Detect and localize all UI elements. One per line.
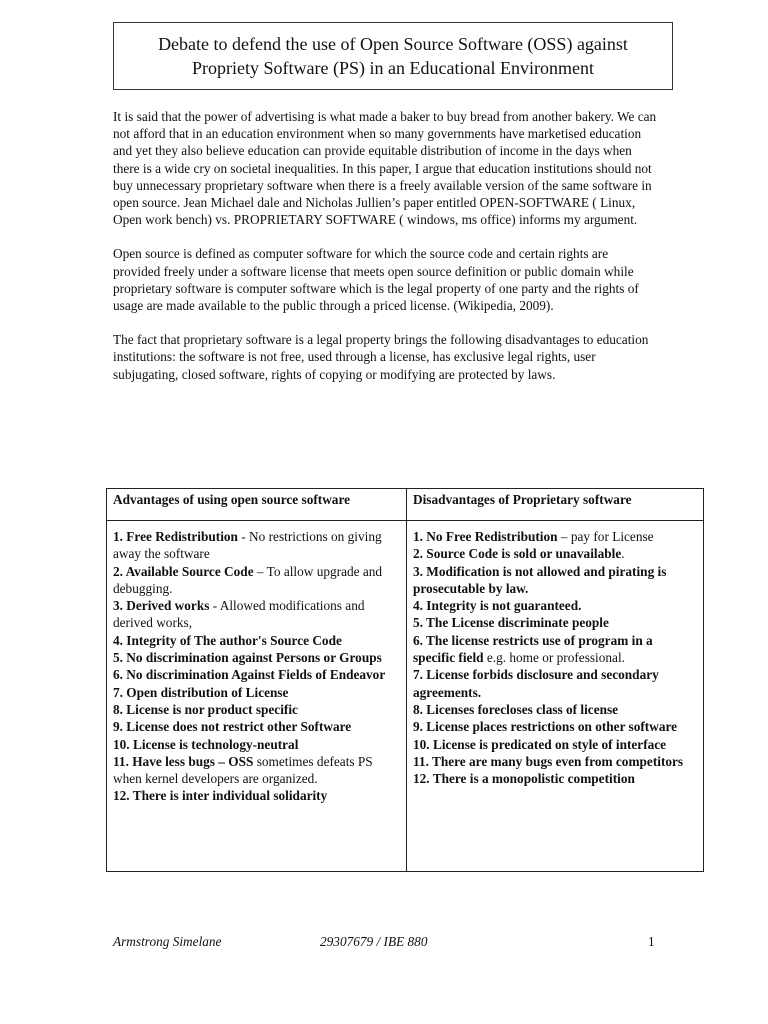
title-box xyxy=(113,22,673,90)
list-item: 10. License is predicated on style of interface xyxy=(413,736,667,752)
list-item: 6. No discrimination Against Fields of Endeavor xyxy=(113,667,386,683)
list-item: 8. License is nor product specific xyxy=(113,701,298,717)
list-item: 11. Have less bugs – OSS sometimes defeats PS when kernel developers are organized. xyxy=(113,753,373,787)
comparison-table xyxy=(106,488,704,872)
list-item: 11. There are many bugs even from competitors xyxy=(413,753,684,769)
list-item: 3. Derived works - Allowed modifications and derived works, xyxy=(113,598,365,631)
list-item: 12. There is inter individual solidarity xyxy=(113,788,328,804)
list-item: 8. Licenses forecloses class of license xyxy=(413,701,619,717)
paragraph: The fact that proprietary software is a legal property brings the following disadvantages to education institutions: the software is not free, used through a license, has exclusive legal rights, user subjugating, closed software, rights of copying or modifying are protected by laws. xyxy=(113,332,649,382)
body-text xyxy=(113,108,658,400)
list-item: 1. Free Redistribution - No restrictions on giving away the software xyxy=(113,529,382,562)
table-header-row xyxy=(107,489,704,521)
list-item: 9. License places restrictions on other software xyxy=(413,719,678,735)
disadvantages-cell xyxy=(407,521,704,872)
document-title-line1: Debate to defend the use of Open Source Software (OSS) against xyxy=(158,34,628,54)
page-number: 1 xyxy=(648,934,655,949)
list-item: 10. License is technology-neutral xyxy=(113,736,299,752)
list-item: 1. No Free Redistribution – pay for License xyxy=(413,529,654,544)
list-item: 5. No discrimination against Persons or Groups xyxy=(113,650,382,666)
disadvantages-header: Disadvantages of Proprietary software xyxy=(407,489,704,521)
list-item: 6. The license restricts use of program in a specific field e.g. home or professional. xyxy=(413,632,653,666)
list-item: 3. Modification is not allowed and pirating is prosecutable by law. xyxy=(413,563,667,596)
list-item: 7. Open distribution of License xyxy=(113,684,289,700)
list-item: 4. Integrity is not guaranteed. xyxy=(413,598,582,614)
list-item: 2. Available Source Code – To allow upgrade and debugging. xyxy=(113,563,383,596)
list-item: 4. Integrity of The author's Source Code xyxy=(113,632,342,648)
advantages-header: Advantages of using open source software xyxy=(107,489,407,521)
footer-author: Armstrong Simelane xyxy=(113,934,222,949)
list-item: 7. License forbids disclosure and secondary agreements. xyxy=(413,667,659,700)
list-item: 9. License does not restrict other Software xyxy=(113,719,352,735)
paragraph: It is said that the power of advertising is what made a baker to buy bread from another bakery. We can not afford that in an education environment when so many governments have marketised education and yet they also believe education can provide equitable distribution of income in the days when there is a wide cry on societal inequalities. In this paper, I argue that education institutions should not buy unnecessary proprietary software when there is a freely available version of the same software in open source. Jean Michael dale and Nicholas Jullien’s paper entitled OPEN-SOFTWARE ( Linux, Open work bench) vs. PROPRIETARY SOFTWARE ( windows, ms office) informs my argument. xyxy=(113,109,657,228)
list-item: 12. There is a monopolistic competition xyxy=(413,771,635,787)
list-item: 2. Source Code is sold or unavailable. xyxy=(413,546,625,562)
footer-id-course: 29307679 / IBE 880 xyxy=(320,934,428,949)
paragraph: Open source is defined as computer software for which the source code and certain rights are provided freely under a software license that meets open source definition or public domain while proprietary software is computer software which is the legal property of one party and the rights of usage are made available to the public through a priced license. (Wikipedia, 2009). xyxy=(113,246,639,314)
document-title-line2: Propriety Software (PS) in an Educational Environment xyxy=(192,58,594,78)
advantages-cell xyxy=(107,521,407,872)
list-item: 5. The License discriminate people xyxy=(413,615,609,631)
table-row xyxy=(107,521,704,872)
